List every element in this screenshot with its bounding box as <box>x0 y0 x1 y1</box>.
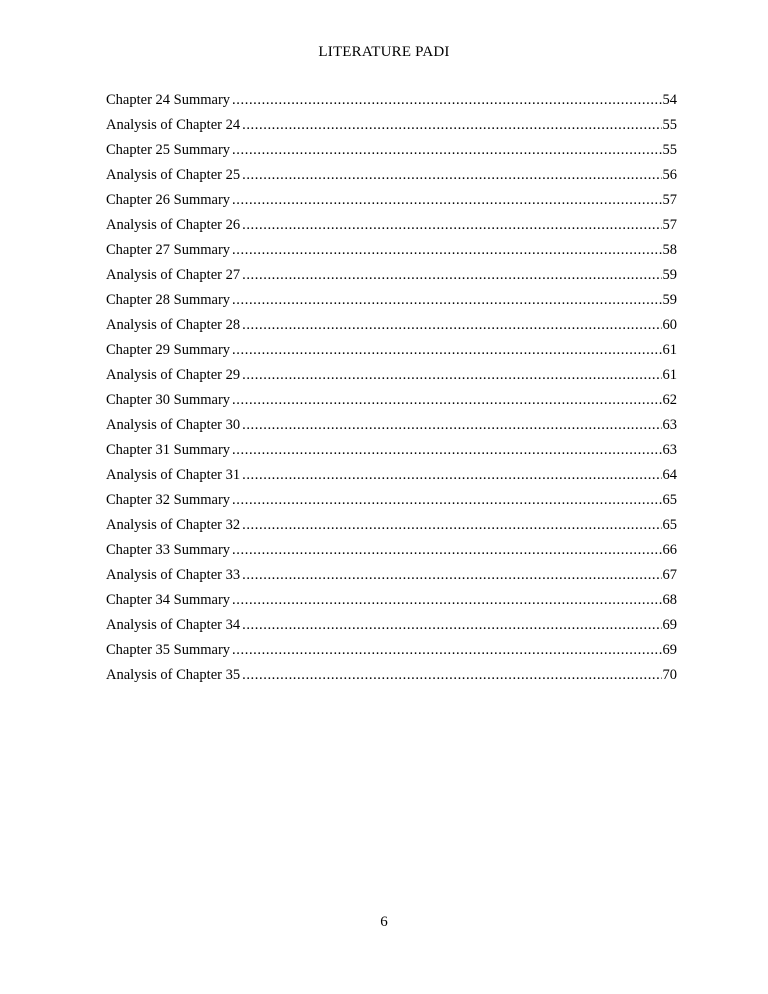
toc-entry-page: 57 <box>662 192 677 208</box>
toc-entry-title: Chapter 34 Summary <box>106 592 231 608</box>
toc-dot-leader <box>232 438 661 463</box>
toc-entry[interactable] <box>106 188 677 213</box>
toc-entry-title: Chapter 31 Summary <box>106 442 231 458</box>
toc-entry[interactable] <box>106 638 677 663</box>
toc-entry[interactable] <box>106 563 677 588</box>
toc-entry-title: Analysis of Chapter 34 <box>106 617 241 633</box>
toc-entry[interactable] <box>106 288 677 313</box>
toc-entry-title: Chapter 27 Summary <box>106 242 231 258</box>
toc-entry-title: Chapter 33 Summary <box>106 542 231 558</box>
toc-entry[interactable] <box>106 663 677 688</box>
toc-dot-leader <box>232 388 661 413</box>
toc-entry[interactable] <box>106 463 677 488</box>
toc-entry-title: Analysis of Chapter 28 <box>106 317 241 333</box>
toc-entry-title: Analysis of Chapter 26 <box>106 217 241 233</box>
toc-entry-title: Analysis of Chapter 32 <box>106 517 241 533</box>
toc-dot-leader <box>232 538 661 563</box>
toc-entry[interactable] <box>106 538 677 563</box>
toc-dot-leader <box>242 213 661 238</box>
toc-dot-leader <box>242 263 661 288</box>
toc-entry-page: 66 <box>662 542 677 558</box>
toc-entry[interactable] <box>106 613 677 638</box>
toc-entry-title: Chapter 30 Summary <box>106 392 231 408</box>
toc-entry[interactable] <box>106 138 677 163</box>
toc-entry-page: 60 <box>662 317 677 333</box>
toc-entry[interactable] <box>106 338 677 363</box>
toc-dot-leader <box>232 88 661 113</box>
toc-entry-page: 69 <box>662 642 677 658</box>
toc-entry-page: 56 <box>662 167 677 183</box>
toc-entry-page: 63 <box>662 417 677 433</box>
page-header-title: LITERATURE PADI <box>318 44 450 60</box>
toc-entry-page: 63 <box>662 442 677 458</box>
toc-entry-title: Analysis of Chapter 30 <box>106 417 241 433</box>
toc-entry[interactable] <box>106 263 677 288</box>
toc-entry-page: 68 <box>662 592 677 608</box>
toc-entry-title: Chapter 26 Summary <box>106 192 231 208</box>
toc-entry-page: 55 <box>662 142 677 158</box>
toc-dot-leader <box>232 338 661 363</box>
toc-entry-title: Analysis of Chapter 24 <box>106 117 241 133</box>
toc-entry-page: 70 <box>662 667 677 683</box>
toc-entry-title: Analysis of Chapter 27 <box>106 267 241 283</box>
toc-entry[interactable] <box>106 313 677 338</box>
toc-dot-leader <box>232 638 661 663</box>
table-of-contents <box>106 88 677 688</box>
toc-entry-page: 55 <box>662 117 677 133</box>
toc-entry-page: 59 <box>662 267 677 283</box>
toc-entry-title: Chapter 32 Summary <box>106 492 231 508</box>
page-number: 6 <box>380 914 388 930</box>
toc-dot-leader <box>242 113 661 138</box>
toc-dot-leader <box>242 513 661 538</box>
toc-entry-title: Analysis of Chapter 35 <box>106 667 241 683</box>
toc-entry-page: 62 <box>662 392 677 408</box>
toc-entry-title: Chapter 28 Summary <box>106 292 231 308</box>
toc-entry[interactable] <box>106 238 677 263</box>
toc-dot-leader <box>232 238 661 263</box>
toc-entry[interactable] <box>106 88 677 113</box>
toc-dot-leader <box>242 663 661 688</box>
toc-entry[interactable] <box>106 363 677 388</box>
toc-entry-page: 65 <box>662 492 677 508</box>
toc-entry[interactable] <box>106 588 677 613</box>
toc-entry[interactable] <box>106 438 677 463</box>
toc-entry-page: 58 <box>662 242 677 258</box>
toc-entry-page: 57 <box>662 217 677 233</box>
toc-dot-leader <box>232 288 661 313</box>
toc-entry-title: Analysis of Chapter 33 <box>106 567 241 583</box>
toc-dot-leader <box>242 613 661 638</box>
toc-entry-page: 69 <box>662 617 677 633</box>
toc-dot-leader <box>232 138 661 163</box>
toc-entry-title: Analysis of Chapter 31 <box>106 467 241 483</box>
toc-entry[interactable] <box>106 163 677 188</box>
toc-entry-title: Chapter 29 Summary <box>106 342 231 358</box>
toc-dot-leader <box>242 463 661 488</box>
toc-dot-leader <box>242 163 661 188</box>
toc-entry-title: Chapter 35 Summary <box>106 642 231 658</box>
toc-entry-page: 67 <box>662 567 677 583</box>
toc-entry-title: Chapter 24 Summary <box>106 92 231 108</box>
toc-entry[interactable] <box>106 513 677 538</box>
toc-entry-title: Analysis of Chapter 25 <box>106 167 241 183</box>
toc-entry-title: Analysis of Chapter 29 <box>106 367 241 383</box>
toc-entry-page: 65 <box>662 517 677 533</box>
toc-entry-page: 61 <box>662 367 677 383</box>
toc-entry-page: 61 <box>662 342 677 358</box>
toc-dot-leader <box>232 588 661 613</box>
toc-entry[interactable] <box>106 388 677 413</box>
toc-entry-page: 54 <box>662 92 677 108</box>
toc-entry-page: 59 <box>662 292 677 308</box>
toc-dot-leader <box>242 363 661 388</box>
toc-dot-leader <box>232 188 661 213</box>
toc-dot-leader <box>242 413 661 438</box>
toc-entry[interactable] <box>106 488 677 513</box>
toc-entry[interactable] <box>106 113 677 138</box>
toc-dot-leader <box>242 313 661 338</box>
toc-entry[interactable] <box>106 213 677 238</box>
toc-entry-title: Chapter 25 Summary <box>106 142 231 158</box>
toc-entry[interactable] <box>106 413 677 438</box>
toc-dot-leader <box>242 563 661 588</box>
toc-entry-page: 64 <box>662 467 677 483</box>
toc-dot-leader <box>232 488 661 513</box>
